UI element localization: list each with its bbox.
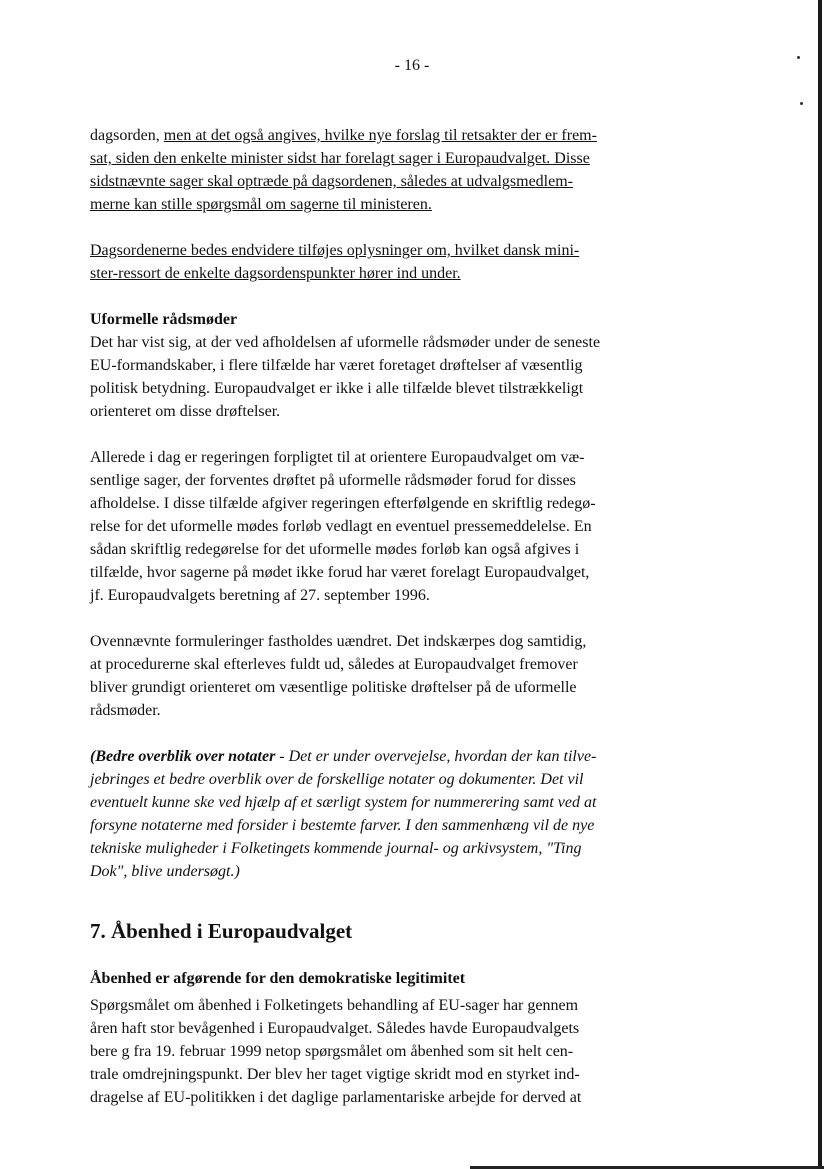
note-overview: [90, 745, 640, 883]
page-number: - 16 -: [394, 57, 430, 74]
text-line: (Bedre overblik over notater - Det er under overvejelse, hvordan der kan tilve-: [90, 748, 597, 765]
text-line: bere g fra 19. februar 1999 netop spørgsmålet om åbenhed som sit helt cen-: [90, 1043, 574, 1060]
paragraph-informal-meetings: [90, 331, 640, 423]
section-title: 7. Åbenhed i Europaudvalget: [90, 919, 353, 943]
text-line: tekniske muligheder i Folketingets kommende journal- og arkivsystem, "Ting: [90, 840, 582, 857]
paragraph-ministry: [90, 239, 640, 285]
text-line: bliver grundigt orienteret om væsentlige politiske drøftelser på de uformelle: [90, 679, 577, 696]
text-line: tilfælde, hvor sagerne på mødet ikke forud har været forelagt Europaudvalget,: [90, 564, 590, 581]
text-line: jf. Europaudvalgets beretning af 27. september 1996.: [90, 587, 430, 604]
text-line: Spørgsmålet om åbenhed i Folketingets behandling af EU-sager har gennem: [90, 997, 579, 1014]
scan-speck: [800, 102, 803, 105]
text-line: politisk betydning. Europaudvalget er ikke i alle tilfælde blevet tilstrækkeligt: [90, 380, 584, 397]
text-line: orienteret om disse drøftelser.: [90, 403, 281, 420]
text-line: relse for det uformelle mødes forløb vedlagt en eventuel pressemeddelelse. En: [90, 518, 592, 535]
paragraph-openness: [90, 994, 640, 1109]
document-body: [90, 124, 640, 1109]
text-line: dragelse af EU-politikken i det daglige parlamentariske arbejde for derved at: [90, 1089, 582, 1106]
text-line: sidstnævnte sager skal optræde på dagsordenen, således at udvalgsmedlem-: [90, 173, 573, 190]
text-line: ster-ressort de enkelte dagsordenspunkter hører ind under.: [90, 265, 461, 282]
text-line: rådsmøder.: [90, 702, 161, 719]
text-line: forsyne notaterne med forsider i bestemte farver. I den sammenhæng vil de nye: [90, 817, 595, 834]
text-line: EU-formandskaber, i flere tilfælde har været foretaget drøftelser af væsentlig: [90, 357, 583, 374]
text-line: jebringes et bedre overblik over de forskellige notater og dokumenter. Det vil: [90, 771, 584, 788]
text-line: trale omdrejningspunkt. Der blev her taget vigtige skridt mod en styrket ind-: [90, 1066, 580, 1083]
text-line: sentlige sager, der forventes drøftet på uformelle rådsmøder forud for disses: [90, 472, 576, 489]
heading-openness: Åbenhed er afgørende for den demokratiske legitimitet: [90, 970, 466, 987]
text-line: åren haft stor bevågenhed i Europaudvalget. Således havde Europaudvalgets: [90, 1020, 580, 1037]
text-line: Dagsordenerne bedes endvidere tilføjes oplysninger om, hvilket dansk mini-: [90, 242, 580, 259]
text-line: Dok", blive undersøgt.): [90, 863, 240, 880]
text-line: merne kan stille spørgsmål om sagerne til ministeren.: [90, 196, 432, 213]
text-line: eventuelt kunne ske ved hjælp af et særligt system for nummerering samt ved at: [90, 794, 597, 811]
text-line: afholdelse. I disse tilfælde afgiver regeringen efterfølgende en skriftlig redegø-: [90, 495, 596, 512]
scan-edge-right: [818, 0, 822, 1169]
paragraph-formulations: [90, 630, 640, 722]
text-line: dagsorden, men at det også angives, hvilke nye forslag til retsakter der er frem-: [90, 127, 597, 144]
text-line: at procedurerne skal efterleves fuldt ud, således at Europaudvalget fremover: [90, 656, 578, 673]
paragraph-government-obligation: [90, 446, 640, 607]
text-line: Allerede i dag er regeringen forpligtet til at orientere Europaudvalget om væ-: [90, 449, 585, 466]
text-line: sådan skriftlig redegørelse for det uformelle mødes forløb kan også afgives i: [90, 541, 580, 558]
text-line: Ovennævnte formuleringer fastholdes uændret. Det indskærpes dog samtidig,: [90, 633, 587, 650]
text-line: sat, siden den enkelte minister sidst har forelagt sager i Europaudvalget. Disse: [90, 150, 590, 167]
paragraph-agenda: [90, 124, 640, 216]
text-line: Det har vist sig, at der ved afholdelsen af uformelle rådsmøder under de seneste: [90, 334, 601, 351]
heading-informal-meetings: Uformelle rådsmøder: [90, 311, 238, 328]
